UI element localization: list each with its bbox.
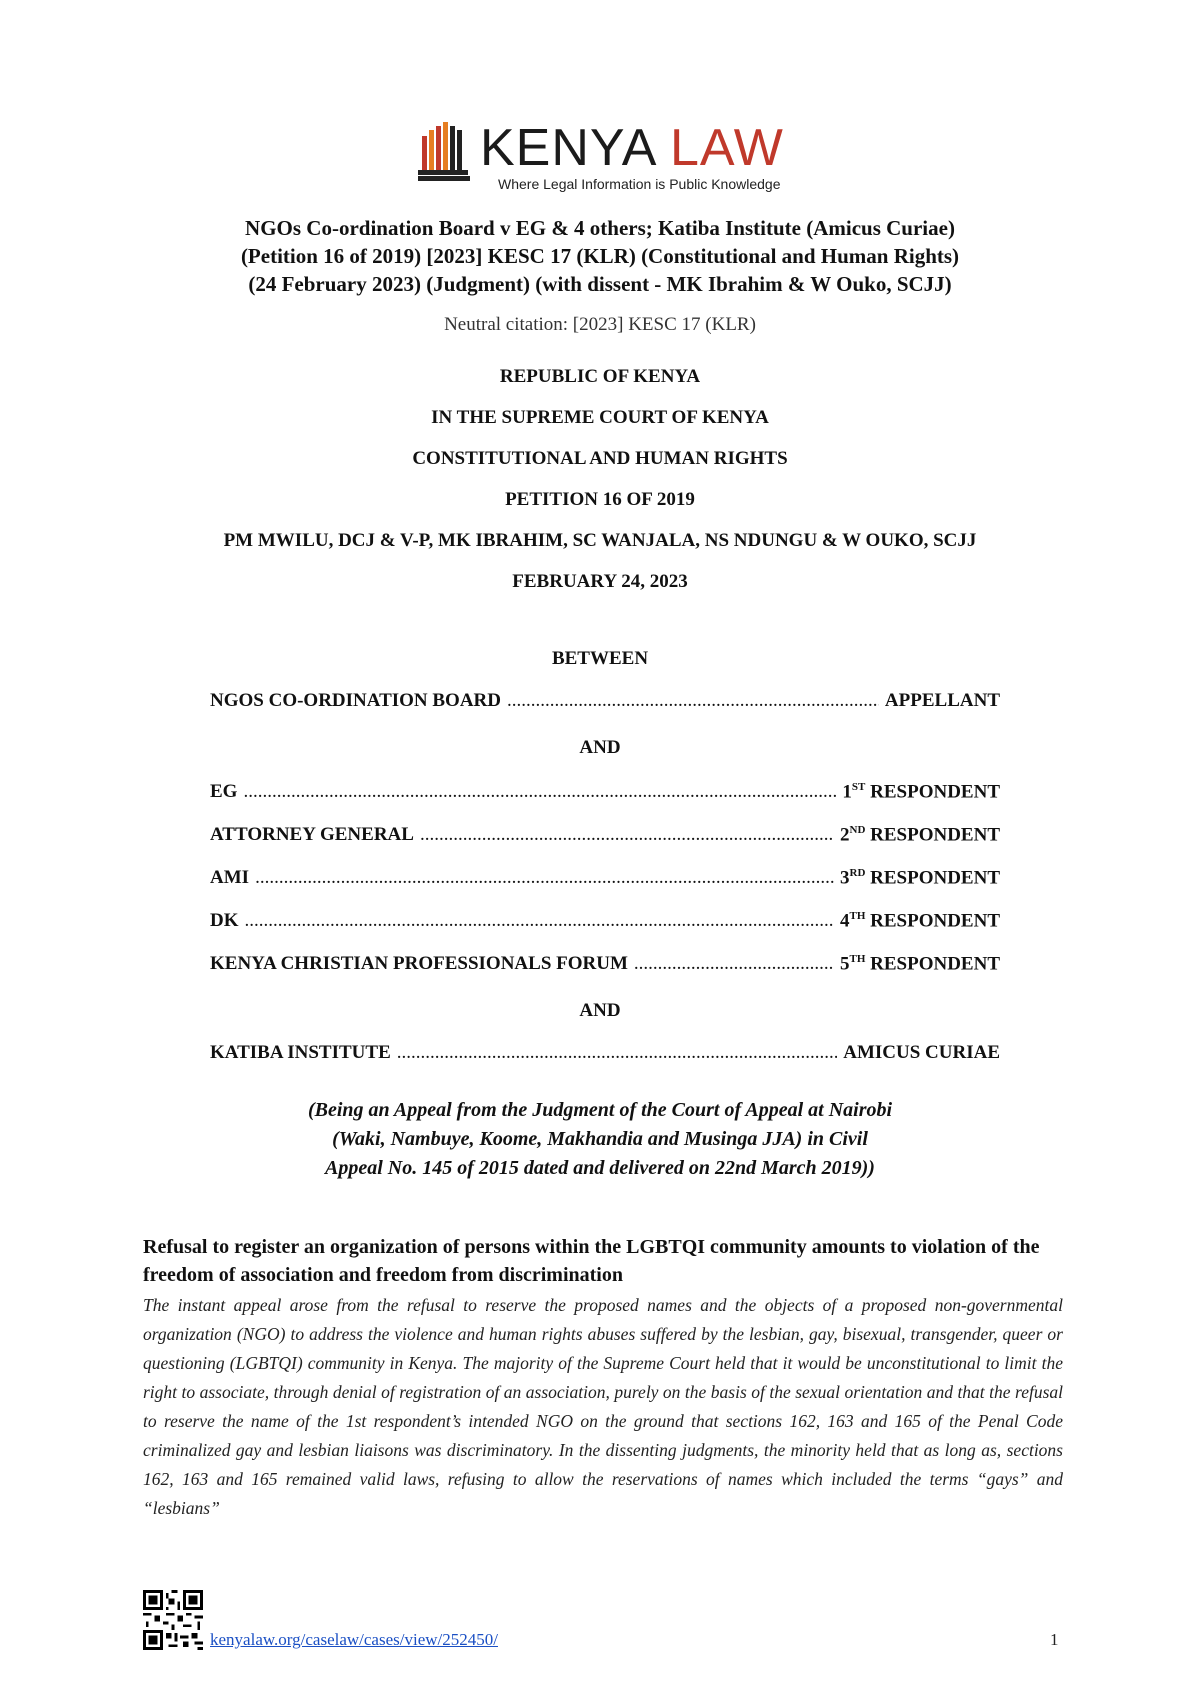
and-label-2: AND	[579, 1000, 621, 1021]
amicus-row	[210, 1042, 1000, 1064]
respondent-role: 1ST RESPONDENT	[842, 781, 1000, 803]
appellant-row	[210, 690, 1000, 712]
respondent-role: 4TH RESPONDENT	[839, 910, 1000, 932]
respondent-role: 3RD RESPONDENT	[840, 867, 1000, 889]
case-url-link[interactable]: kenyalaw.org/caselaw/cases/view/252450/	[210, 1630, 498, 1649]
summary-heading: Refusal to register an organization of persons within the LGBTQI community amounts to violation of the freedom of association and freedom from discrimination	[143, 1236, 1040, 1286]
respondent-row-1	[210, 781, 1000, 803]
judges-heading: PM MWILU, DCJ & V-P, MK IBRAHIM, SC WANJALA, NS NDUNGU & W OUKO, SCJJ	[223, 530, 977, 551]
respondent-name: EG	[210, 781, 238, 803]
appeal-note-line-2: (Waki, Nambuye, Koome, Makhandia and Musinga JJA) in Civil	[332, 1128, 868, 1150]
judgment-date: FEBRUARY 24, 2023	[512, 571, 688, 592]
between-label: BETWEEN	[551, 648, 649, 669]
dot-leader	[243, 781, 836, 803]
respondent-role: 2ND RESPONDENT	[840, 824, 1000, 846]
qr-code-icon	[143, 1590, 203, 1650]
amicus-role: AMICUS CURIAE	[843, 1042, 1000, 1063]
respondent-name: AMI	[210, 867, 250, 889]
dot-leader	[245, 910, 834, 932]
logo-word-kenya: KENYA	[480, 119, 655, 177]
appellant-name: NGOS CO-ORDINATION BOARD	[210, 690, 502, 711]
respondent-role: 5TH RESPONDENT	[839, 953, 1000, 975]
logo-word-law: LAW	[670, 119, 784, 177]
appeal-note-line-3: Appeal No. 145 of 2015 dated and delivered on 22nd March 2019))	[325, 1157, 875, 1179]
respondent-row-2	[210, 824, 1000, 846]
respondent-name: KENYA CHRISTIAN PROFESSIONALS FORUM	[210, 953, 628, 975]
respondent-name: DK	[210, 910, 239, 932]
dot-leader	[420, 824, 834, 846]
respondent-name: ATTORNEY GENERAL	[210, 824, 414, 846]
logo-wordmark	[480, 118, 784, 178]
amicus-name: KATIBA INSTITUTE	[210, 1042, 391, 1063]
respondent-row-4	[210, 910, 1000, 932]
dot-leader	[397, 1042, 837, 1064]
kenya-law-logo	[418, 118, 798, 196]
case-title-line-1: NGOs Co-ordination Board v EG & 4 others; Katiba Institute (Amicus Curiae)	[245, 216, 955, 240]
respondent-row-3	[210, 867, 1000, 889]
logo-tagline: Where Legal Information is Public Knowledge	[498, 176, 781, 192]
court-heading: IN THE SUPREME COURT OF KENYA	[431, 407, 769, 428]
petition-heading: PETITION 16 OF 2019	[505, 489, 695, 510]
case-title-line-3: (24 February 2023) (Judgment) (with dissent - MK Ibrahim & W Ouko, SCJJ)	[248, 272, 952, 296]
appeal-note-line-1: (Being an Appeal from the Judgment of the Court of Appeal at Nairobi	[307, 1099, 893, 1121]
summary-body: The instant appeal arose from the refusal to reserve the proposed names and the objects of a proposed non-governmental organization (NGO) to address the violence and human rights abuses suffered by the lesbian, gay, bisexual, transgender, queer or questioning (LGBTQI) community in Kenya. The majority of the Supreme Court held that it would be unconstitutional to limit the right to associate, through denial of registration of an association, purely on the basis of the sexual orientation and that the refusal to reserve the name of the 1st respondent’s intended NGO on the ground that sections 162, 163 and 165 of the Penal Code criminalized gay and lesbian liaisons was discriminatory. In the dissenting judgments, the minority held that as long as, sections 162, 163 and 165 remained valid laws, refusing to allow the reservations of names which included the terms “gays” and “lesbians”	[143, 1295, 1063, 1518]
republic-heading: REPUBLIC OF KENYA	[499, 366, 701, 387]
dot-leader	[507, 690, 879, 712]
and-label-1: AND	[579, 737, 621, 758]
appellant-role: APPELLANT	[884, 690, 1000, 711]
pillars-logo-icon	[418, 120, 478, 182]
dot-leader	[634, 953, 834, 975]
case-title-line-2: (Petition 16 of 2019) [2023] KESC 17 (KLR) (Constitutional and Human Rights)	[240, 244, 960, 268]
neutral-citation: Neutral citation: [2023] KESC 17 (KLR)	[444, 314, 756, 335]
page-number: 1	[1050, 1630, 1059, 1649]
division-heading: CONSTITUTIONAL AND HUMAN RIGHTS	[412, 448, 788, 469]
dot-leader	[255, 867, 834, 889]
respondent-row-5	[210, 953, 1000, 975]
